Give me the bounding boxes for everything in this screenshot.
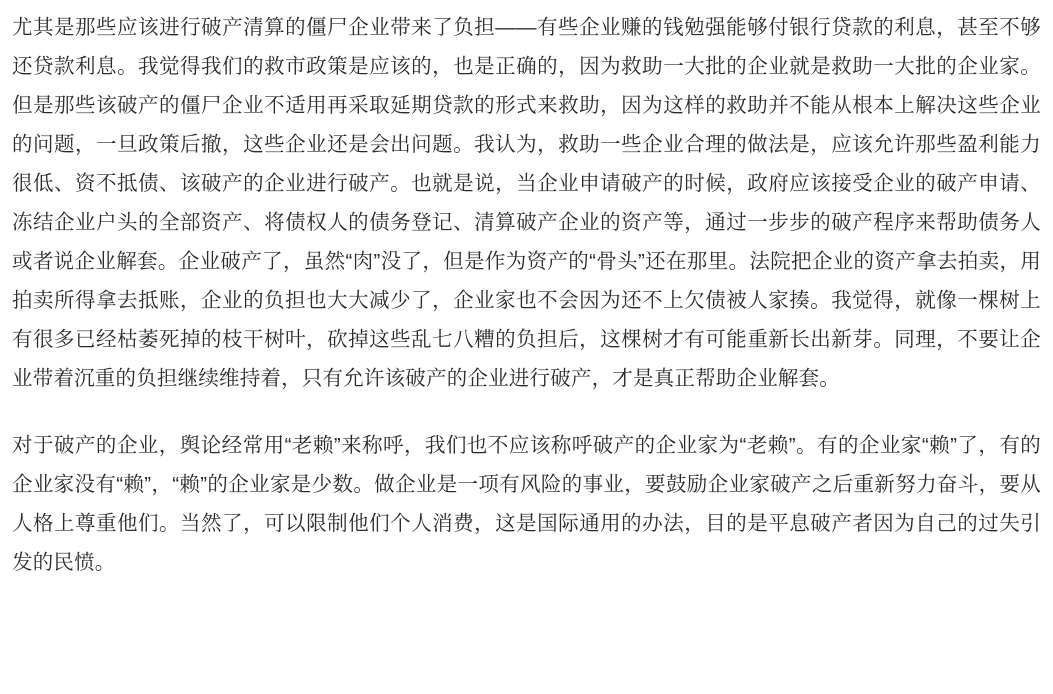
paragraph: 尤其是那些应该进行破产清算的僵尸企业带来了负担——有些企业赚的钱勉强能够付银行贷款的利息，甚至不够还贷款利息。我觉得我们的救市政策是应该的，也是正确的，因为救助一大批的企业就是救助一大批的企业家。但是那些该破产的僵尸企业不适用再采取延期贷款的形式来救助，因为这样的救助并不能从根本上解决这些企业的问题，一旦政策后撤，这些企业还是会出问题。我认为，救助一些企业合理的做法是，应该允许那些盈利能力很低、资不抵债、该破产的企业进行破产。也就是说，当企业申请破产的时候，政府应该接受企业的破产申请、冻结企业户头的全部资产、将债权人的债务登记、清算破产企业的资产等，通过一步步的破产程序来帮助债务人或者说企业解套。企业破产了，虽然“肉”没了，但是作为资产的“骨头”还在那里。法院把企业的资产拿去拍卖，用拍卖所得拿去抵账，企业的负担也大大减少了，企业家也不会因为还不上欠债被人家揍。我觉得，就像一棵树上有很多已经枯萎死掉的枝干树叶，砍掉这些乱七八糟的负担后，这棵树才有可能重新长出新芽。同理，不要让企业带着沉重的负担继续维持着，只有允许该破产的企业进行破产，才是真正帮助企业解套。 (12, 16, 1041, 390)
paragraph: 对于破产的企业，舆论经常用“老赖”来称呼，我们也不应该称呼破产的企业家为“老赖”。有的企业家“赖”了，有的企业家没有“赖”，“赖”的企业家是少数。做企业是一项有风险的事业，要鼓励企业家破产之后重新努力奋斗，要从人格上尊重他们。当然了，可以限制他们个人消费，这是国际通用的办法，目的是平息破产者因为自己的过失引发的民愤。 (12, 434, 1041, 574)
